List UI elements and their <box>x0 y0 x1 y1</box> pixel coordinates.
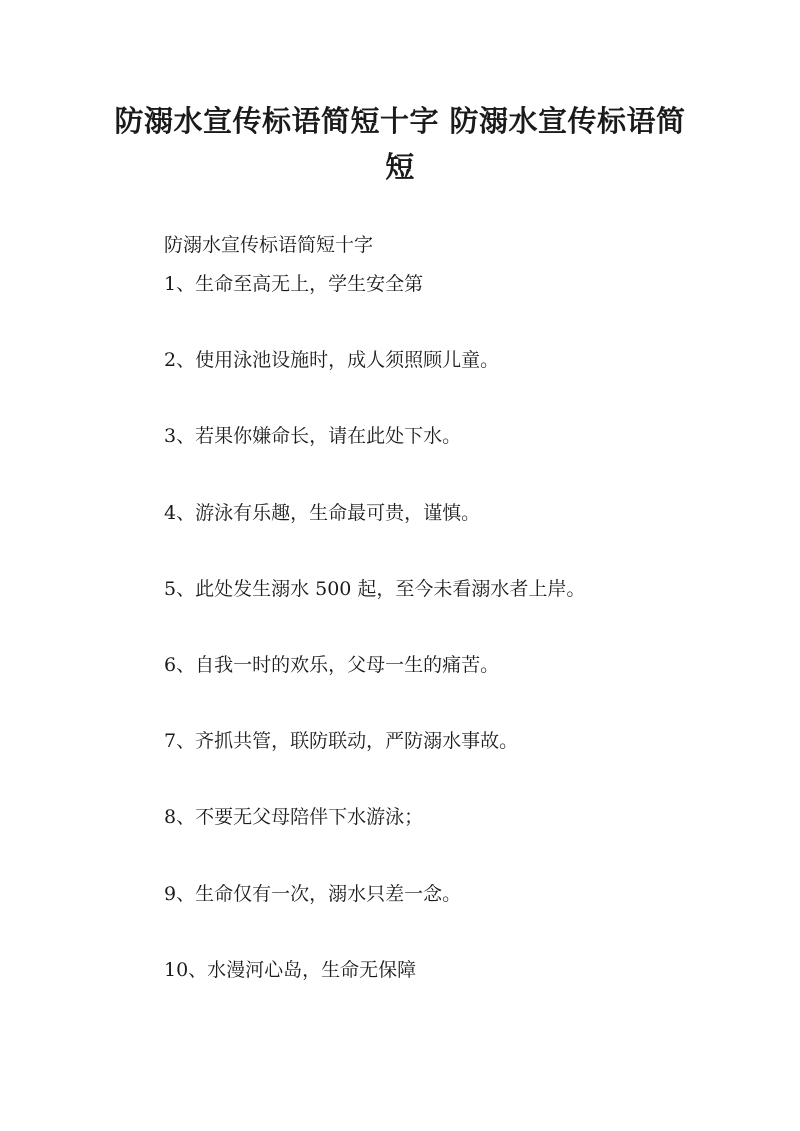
slogan-item-5: 5、此处发生溺水 500 起，至今未看溺水者上岸。 <box>164 577 586 600</box>
slogan-item-3: 3、若果你嫌命长，请在此处下水。 <box>164 425 462 448</box>
slogan-item-6: 6、自我一时的欢乐，父母一生的痛苦。 <box>164 653 500 676</box>
slogan-item-7: 7、齐抓共管，联防联动，严防溺水事故。 <box>164 730 519 753</box>
slogan-list <box>164 271 724 1033</box>
slogan-item-2: 2、使用泳池设施时，成人须照顾儿童。 <box>164 349 500 372</box>
document-title: 防溺水宣传标语简短十字 防溺水宣传标语简短 <box>114 104 686 184</box>
slogan-item-4: 4、游泳有乐趣，生命最可贵，谨慎。 <box>164 501 481 524</box>
section-subheading: 防溺水宣传标语简短十字 <box>164 234 374 256</box>
slogan-item-1: 1、生命至高无上，学生安全第 <box>164 273 424 295</box>
slogan-item-9: 9、生命仅有一次，溺水只差一念。 <box>164 882 462 905</box>
slogan-item-10: 10、水漫河心岛，生命无保障 <box>164 958 417 981</box>
slogan-item-8: 8、不要无父母陪伴下水游泳； <box>164 806 424 829</box>
